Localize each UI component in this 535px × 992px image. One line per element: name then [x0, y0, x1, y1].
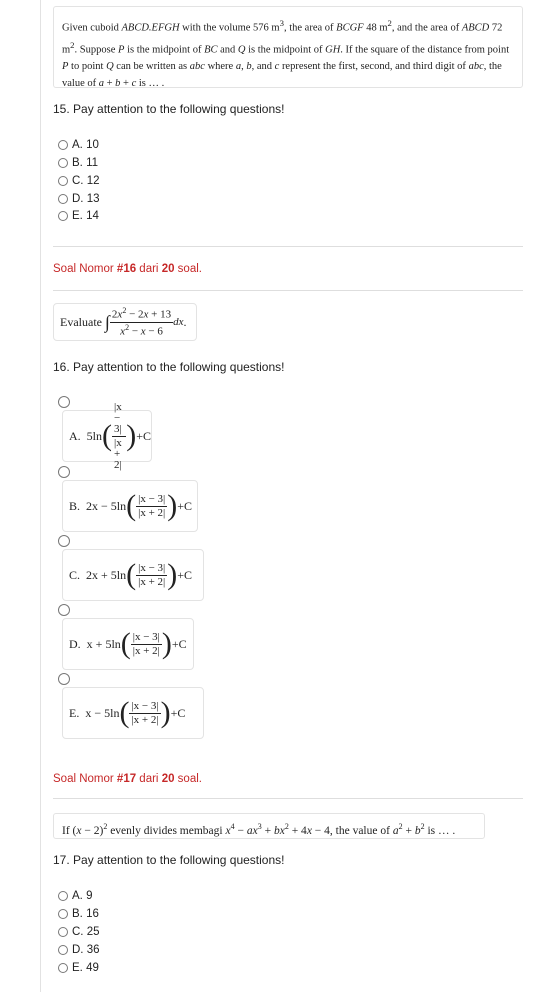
question-16-header: Soal Nomor #16 dari 20 soal.: [53, 263, 202, 275]
radio-16-b[interactable]: [58, 466, 70, 478]
radio-icon[interactable]: [58, 140, 68, 150]
option-16-c[interactable]: C. 2x + 5ln ( $\frac{|x - 3|}{|x + 2|}$ ) +C: [62, 549, 204, 601]
option-15-d[interactable]: D. 13: [58, 191, 100, 207]
option-15-b[interactable]: B. 11: [58, 155, 98, 171]
radio-16-d[interactable]: [58, 604, 70, 616]
option-16-b[interactable]: B. 2x − 5ln ( $\frac{|x - 3|}{|x + 2|}$ ) +C: [62, 480, 198, 532]
radio-16-a[interactable]: [58, 396, 70, 408]
question-15-stem: Given cuboid ABCD.EFGH with the volume 576 $m^3$, the area of BCGF 48 $m^2$, and the area of ABCD 72 $m^2$. Suppose P is the midpoint of BC and Q is the midpoint of GH. If the square of the distance from point P to point Q can be written as abc where a, b, and c represent the first, second, and third digit of abc, the value of a + b + c is … .: [53, 6, 523, 88]
option-15-e[interactable]: E. 14: [58, 208, 99, 224]
option-17-e[interactable]: E. 49: [58, 960, 99, 976]
question-17-header: Soal Nomor #17 dari 20 soal.: [53, 773, 202, 785]
radio-icon[interactable]: [58, 945, 68, 955]
divider: [53, 290, 523, 291]
option-17-c[interactable]: C. 25: [58, 924, 100, 940]
option-16-a[interactable]: A. 5ln ( $\frac{|x - 3|}{|x + 2|}$ ) +C: [62, 410, 152, 462]
divider: [53, 246, 523, 247]
question-17-stem: If $(x - 2)^2$ evenly divides membagi $x^4 - ax^3 + bx^2 + 4x - 4$, the value of $a^2 + b^2$ is … .: [53, 813, 485, 839]
option-17-a[interactable]: A. 9: [58, 888, 92, 904]
radio-icon[interactable]: [58, 194, 68, 204]
option-17-d[interactable]: D. 36: [58, 942, 100, 958]
question-16-stem: Evaluate ∫ $\frac{2x^2 - 2x + 13}{x^2 - x - 6}$ dx .: [53, 303, 197, 341]
option-16-d[interactable]: D. x + 5ln ( $\frac{|x - 3|}{|x + 2|}$ ) +C: [62, 618, 194, 670]
radio-icon[interactable]: [58, 891, 68, 901]
radio-icon[interactable]: [58, 963, 68, 973]
divider: [53, 798, 523, 799]
option-15-a[interactable]: A. 10: [58, 137, 99, 153]
option-16-e[interactable]: E. x − 5ln ( $\frac{|x - 3|}{|x + 2|}$ ) +C: [62, 687, 204, 739]
question-17-prompt: 17. Pay attention to the following questions!: [53, 853, 285, 867]
radio-icon[interactable]: [58, 158, 68, 168]
radio-16-c[interactable]: [58, 535, 70, 547]
radio-icon[interactable]: [58, 927, 68, 937]
radio-icon[interactable]: [58, 176, 68, 186]
radio-16-e[interactable]: [58, 673, 70, 685]
radio-icon[interactable]: [58, 211, 68, 221]
option-15-c[interactable]: C. 12: [58, 173, 100, 189]
question-16-prompt: 16. Pay attention to the following questions!: [53, 360, 285, 374]
radio-icon[interactable]: [58, 909, 68, 919]
option-17-b[interactable]: B. 16: [58, 906, 99, 922]
question-15-prompt: 15. Pay attention to the following questions!: [53, 102, 285, 116]
